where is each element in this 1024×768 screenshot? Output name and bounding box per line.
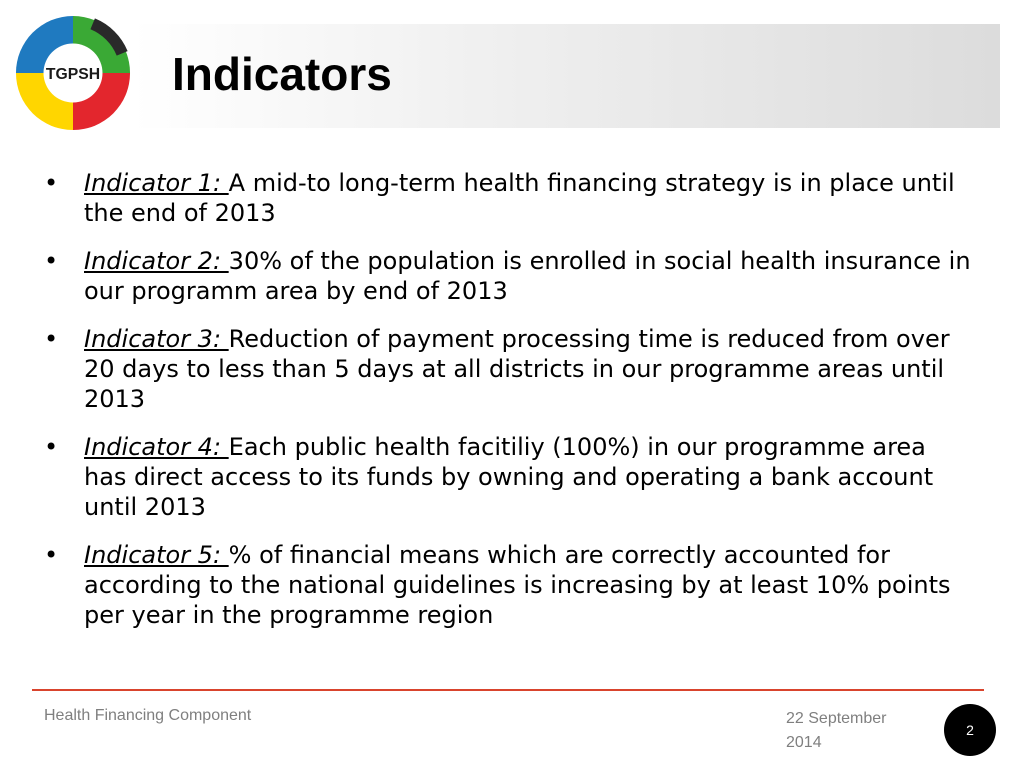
indicator-label: Indicator 3: <box>84 325 229 353</box>
page-number-badge: 2 <box>944 704 996 756</box>
indicator-text: A mid-to long-term health financing strategy is in place until the end of 2013 <box>84 169 955 227</box>
indicator-label: Indicator 2: <box>84 247 229 275</box>
indicator-item-5 <box>44 540 974 630</box>
indicator-label: Indicator 4: <box>84 433 229 461</box>
bullet-icon: • <box>44 169 59 197</box>
bullet-icon: • <box>44 247 59 275</box>
footer-component: Health Financing Component <box>44 707 252 724</box>
indicator-item-2 <box>44 246 974 306</box>
svg-text:TGPSH: TGPSH <box>45 65 101 83</box>
tgpsh-logo <box>14 14 132 132</box>
bullet-icon: • <box>44 541 59 569</box>
slide-title: Indicators <box>172 48 392 100</box>
indicator-list <box>44 168 974 648</box>
indicator-item-4 <box>44 432 974 522</box>
indicator-item-1 <box>44 168 974 228</box>
bullet-icon: • <box>44 325 59 353</box>
indicator-text: % of financial means which are correctly accounted for according to the national guidelines is increasing by at least 10% points per year in the programme region <box>84 541 951 629</box>
indicator-item-3 <box>44 324 974 414</box>
indicator-text: 30% of the population is enrolled in social health insurance in our programm area by end of 2013 <box>84 247 971 305</box>
indicator-label: Indicator 5: <box>84 541 229 569</box>
footer-date: 22 September 2014 <box>786 710 887 751</box>
indicator-label: Indicator 1: <box>84 169 229 197</box>
indicator-text: Each public health facitiliy (100%) in our programme area has direct access to its funds by owning and operating a bank account until 2013 <box>84 433 934 521</box>
footer-divider <box>32 689 984 691</box>
bullet-icon: • <box>44 433 59 461</box>
indicator-text: Reduction of payment processing time is reduced from over 20 days to less than 5 days at all districts in our programme areas until 2013 <box>84 325 950 413</box>
